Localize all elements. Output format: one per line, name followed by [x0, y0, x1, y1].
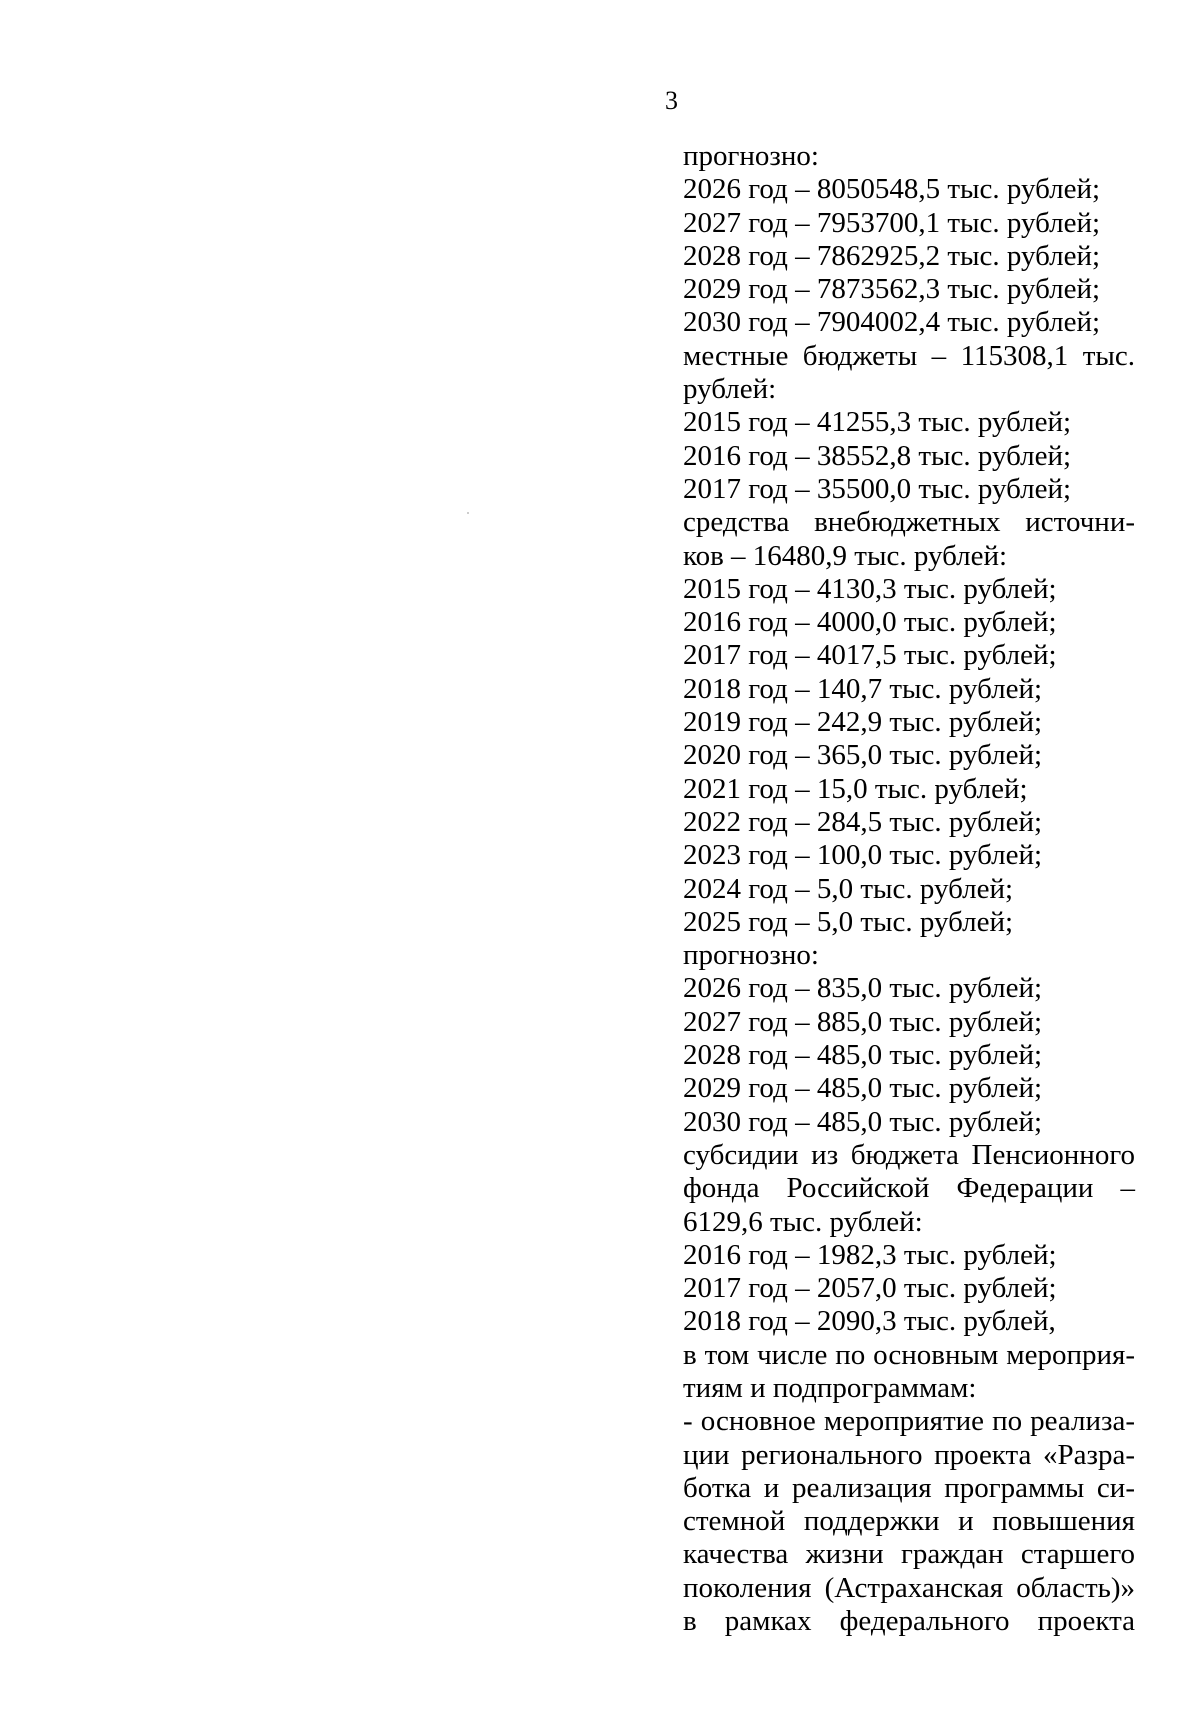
- text-line: 2029 год – 485,0 тыс. рублей;: [683, 1072, 1043, 1105]
- text-line: субсидии из бюджета Пенсионного: [683, 1138, 1135, 1171]
- text-line: 2024 год – 5,0 тыс. рублей;: [683, 872, 1014, 905]
- text-line: 2029 год – 7873562,3 тыс. рублей;: [683, 273, 1101, 306]
- text-line: 2030 год – 485,0 тыс. рублей;: [683, 1105, 1043, 1138]
- text-line: 6129,6 тыс. рублей:: [683, 1205, 923, 1238]
- text-line: рублей:: [683, 373, 777, 406]
- text-line: 2017 год – 2057,0 тыс. рублей;: [683, 1272, 1057, 1305]
- text-line: 2026 год – 8050548,5 тыс. рублей;: [683, 173, 1101, 206]
- text-line: прогнозно:: [683, 140, 819, 172]
- text-line: 2016 год – 1982,3 тыс. рублей;: [683, 1238, 1057, 1271]
- text-line: прогнозно:: [683, 939, 819, 972]
- text-line: 2017 год – 4017,5 тыс. рублей;: [683, 639, 1057, 672]
- text-line: 2021 год – 15,0 тыс. рублей;: [683, 772, 1028, 805]
- text-line: тиям и подпрограммам:: [683, 1371, 977, 1404]
- text-line: 2020 год – 365,0 тыс. рублей;: [683, 739, 1043, 772]
- page-number: 3: [665, 86, 678, 115]
- text-line: местные бюджеты – 115308,1 тыс.: [683, 339, 1135, 372]
- text-line: 2026 год – 835,0 тыс. рублей;: [683, 972, 1043, 1005]
- text-line: стемной поддержки и повышения: [683, 1505, 1135, 1538]
- text-line: 2027 год – 885,0 тыс. рублей;: [683, 1005, 1043, 1038]
- text-line: средства внебюджетных источни-: [683, 506, 1135, 539]
- text-line: - основное мероприятие по реализа-: [683, 1405, 1135, 1438]
- text-line: 2015 год – 4130,3 тыс. рублей;: [683, 572, 1057, 605]
- text-line: 2016 год – 4000,0 тыс. рублей;: [683, 606, 1057, 639]
- text-column: [683, 140, 1135, 1638]
- text-line: фонда Российской Федерации –: [683, 1172, 1135, 1205]
- text-line: 2030 год – 7904002,4 тыс. рублей;: [683, 306, 1101, 339]
- text-line: в том числе по основным мероприя-: [683, 1338, 1135, 1371]
- scan-speck: [467, 512, 469, 514]
- text-line: 2018 год – 140,7 тыс. рублей;: [683, 672, 1043, 705]
- text-line: 2017 год – 35500,0 тыс. рублей;: [683, 472, 1072, 505]
- text-line: 2028 год – 7862925,2 тыс. рублей;: [683, 239, 1101, 272]
- text-line: качества жизни граждан старшего: [683, 1538, 1135, 1571]
- text-line: 2018 год – 2090,3 тыс. рублей,: [683, 1305, 1056, 1338]
- text-line: 2027 год – 7953700,1 тыс. рублей;: [683, 206, 1101, 239]
- text-line: в рамках федерального проекта: [683, 1605, 1135, 1638]
- text-line: 2028 год – 485,0 тыс. рублей;: [683, 1039, 1043, 1072]
- text-line: 2025 год – 5,0 тыс. рублей;: [683, 905, 1014, 938]
- text-line: поколения (Астраханская область)»: [683, 1571, 1135, 1604]
- text-line: 2016 год – 38552,8 тыс. рублей;: [683, 439, 1072, 472]
- text-line: ботка и реализация программы си-: [683, 1471, 1135, 1504]
- text-line: 2022 год – 284,5 тыс. рублей;: [683, 805, 1043, 838]
- text-line: 2015 год – 41255,3 тыс. рублей;: [683, 406, 1072, 439]
- text-line: 2023 год – 100,0 тыс. рублей;: [683, 839, 1043, 872]
- text-line: ков – 16480,9 тыс. рублей:: [683, 539, 1008, 572]
- text-line: ции регионального проекта «Разра-: [683, 1438, 1135, 1471]
- text-line: 2019 год – 242,9 тыс. рублей;: [683, 706, 1043, 739]
